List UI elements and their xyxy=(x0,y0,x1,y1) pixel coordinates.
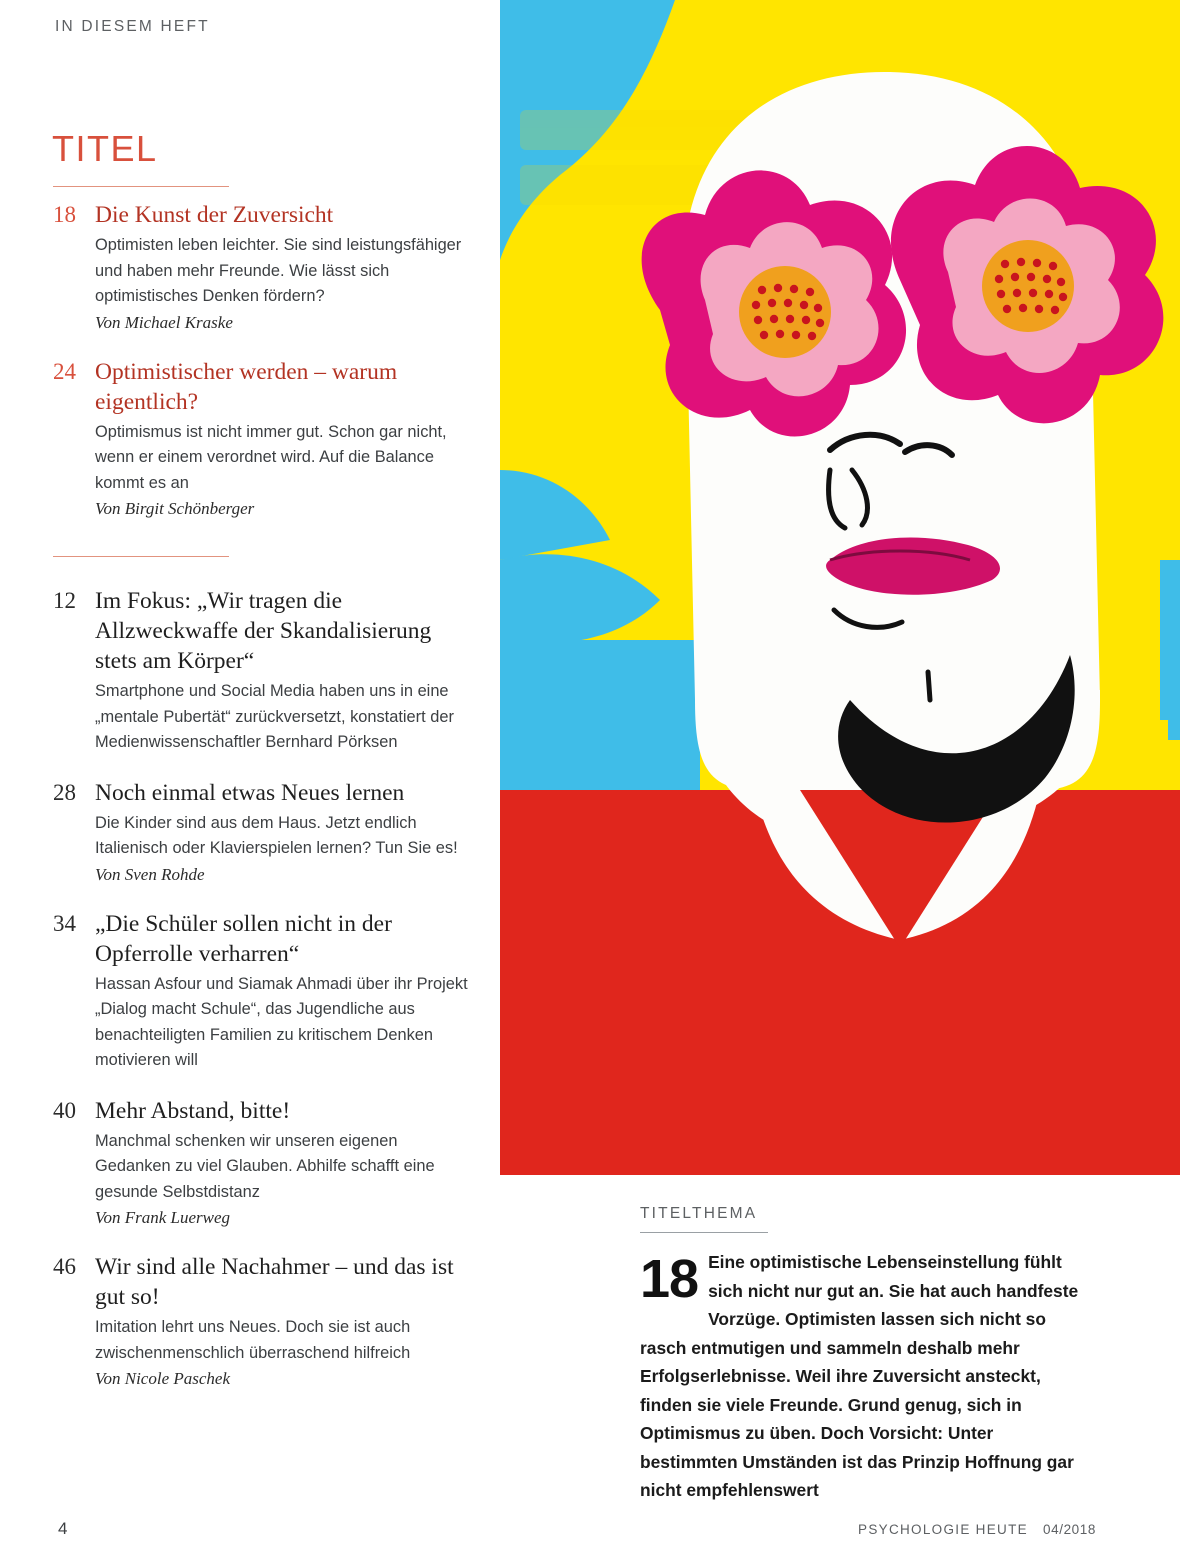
cover-feature-text: Eine optimistische Lebenseinstellung fühlt sich nicht nur gut an. Sie hat auch handfeste Vorzüge. Optimisten lassen sich nicht so rasch entmutigen und sammeln deshalb mehr Erfolgserlebnisse. Weil ihre Zuversicht ansteckt, finden sie viele Freunde. Grund genug, sich in Optimismus zu üben. Doch Vorsicht: Unter bestimmten Umständen ist das Prinzip Hoffnung gar nicht empfehlenswert xyxy=(640,1252,1079,1500)
page-kicker: IN DIESEM HEFT xyxy=(55,18,210,35)
divider-top xyxy=(53,186,229,187)
toc-headline: Die Kunst der Zuversicht xyxy=(95,202,334,228)
toc-entry[interactable] xyxy=(53,200,473,335)
footer-publication-name: PSYCHOLOGIE HEUTE xyxy=(858,1522,1028,1537)
divider-middle xyxy=(53,556,229,557)
toc-page-number: 28 xyxy=(53,779,76,805)
toc-author: Von Sven Rohde xyxy=(95,864,205,884)
cover-illustration xyxy=(500,0,1180,1175)
toc-entry[interactable] xyxy=(53,586,473,756)
table-of-contents-column xyxy=(0,0,500,1554)
cover-feature-block xyxy=(640,1248,1092,1505)
footer-publication-info xyxy=(858,1522,1096,1537)
toc-page-number: 18 xyxy=(53,202,76,227)
toc-page-number: 40 xyxy=(53,1097,76,1123)
toc-page-number: 24 xyxy=(53,358,76,384)
toc-entry[interactable] xyxy=(53,357,473,522)
toc-page-number: 34 xyxy=(53,910,76,936)
toc-secondary-list xyxy=(53,586,473,1413)
toc-description: Hassan Asfour und Siamak Ahmadi über ihr Projekt „Dialog macht Schule“, das Jugendliche aus benachteiligten Familien zu kritischem Denken motivieren will xyxy=(95,974,468,1069)
toc-author: Von Birgit Schönberger xyxy=(95,499,255,518)
toc-page-number: 46 xyxy=(53,1254,76,1279)
toc-description: Imitation lehrt uns Neues. Doch sie ist auch zwischenmenschlich überraschend hilfreich xyxy=(95,1318,411,1362)
toc-author: Von Michael Kraske xyxy=(95,312,233,332)
toc-description: Die Kinder sind aus dem Haus. Jetzt endlich Italienisch oder Klavierspielen lernen? Tun Sie es! xyxy=(95,813,458,857)
toc-author: Von Frank Luerweg xyxy=(95,1208,231,1227)
toc-entry[interactable] xyxy=(53,778,473,887)
toc-description: Manchmal schenken wir unseren eigenen Gedanken zu viel Glauben. Abhilfe schafft eine gesunde Selbstdistanz xyxy=(95,1131,435,1201)
toc-headline: Optimistischer werden – warum eigentlich? xyxy=(95,358,398,415)
toc-page-number: 12 xyxy=(53,588,76,613)
cover-feature-page-number: 18 xyxy=(640,1249,699,1309)
toc-headline: Mehr Abstand, bitte! xyxy=(95,1097,291,1124)
toc-entry[interactable] xyxy=(53,1252,473,1391)
cover-feature-divider xyxy=(640,1232,768,1233)
toc-author: Von Nicole Paschek xyxy=(95,1369,231,1388)
toc-description: Smartphone und Social Media haben uns in eine „mentale Pubertät“ zurückversetzt, konstatiert der Medienwissenschaftler Bernhard Pörksen xyxy=(95,682,454,751)
toc-entry[interactable] xyxy=(53,909,473,1074)
cover-feature-kicker: TITELTHEMA xyxy=(640,1205,758,1222)
toc-entry[interactable] xyxy=(53,1096,473,1231)
section-title: TITEL xyxy=(52,128,158,169)
toc-headline: Wir sind alle Nachahmer – und das ist gut so! xyxy=(95,1254,454,1310)
toc-description: Optimisten leben leichter. Sie sind leistungsfähiger und haben mehr Freunde. Wie lässt sich optimistisches Denken fördern? xyxy=(95,236,462,305)
toc-headline: Noch einmal etwas Neues lernen xyxy=(95,779,405,806)
toc-headline: „Die Schüler sollen nicht in der Opferrolle verharren“ xyxy=(95,910,392,967)
toc-description: Optimismus ist nicht immer gut. Schon gar nicht, wenn er einem verordnet wird. Auf die Balance kommt es an xyxy=(95,422,447,492)
page-folio: 4 xyxy=(58,1519,68,1538)
footer-issue: 04/2018 xyxy=(1043,1522,1096,1537)
toc-primary-list xyxy=(53,200,473,543)
toc-headline: Im Fokus: „Wir tragen die Allzweckwaffe der Skandalisierung stets am Körper“ xyxy=(95,588,432,674)
